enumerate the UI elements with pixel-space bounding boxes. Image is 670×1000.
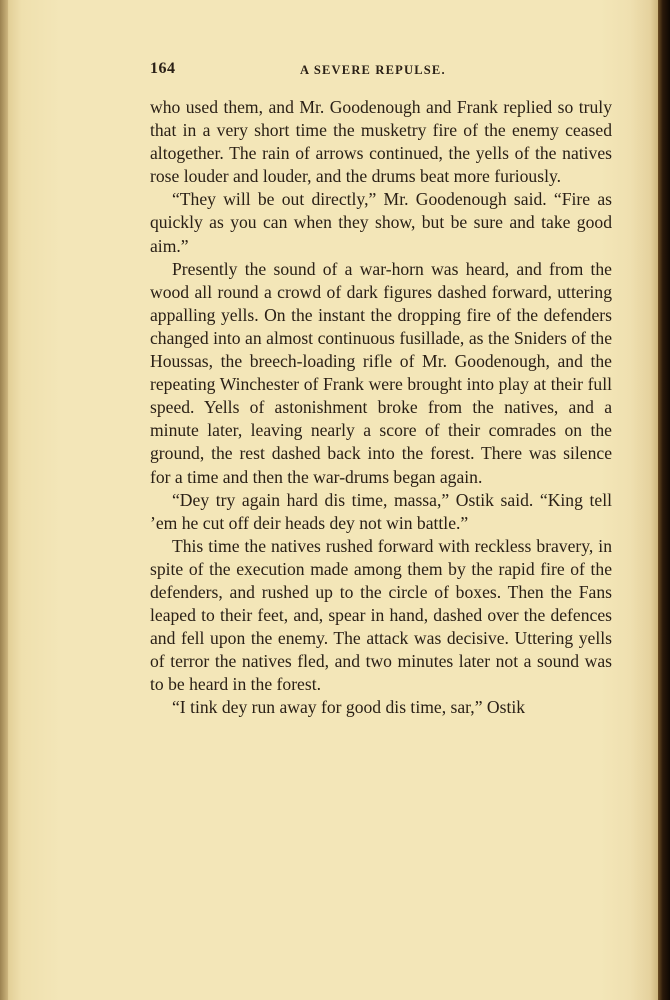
paragraph: This time the natives rushed forward with reckless bravery, in spite of the execution made among them by the rapid fire of the defenders, and rushed up to the circle of boxes. Then the Fans leaped to their feet, and, spear in hand, dashed over the defences and fell upon the enemy. The attack was decisive. Uttering yells of terror the natives fled, and two minutes later not a sound was to be heard in the forest.	[150, 535, 612, 695]
running-title: A SEVERE REPULSE.	[300, 63, 446, 77]
page-number: 164	[150, 60, 176, 77]
paragraph: “They will be out directly,” Mr. Goodenough said. “Fire as quickly as you can when they show, but be sure and take good aim.”	[150, 189, 612, 256]
paragraph: “Dey try again hard dis time, massa,” Ostik said. “King tell ’em he cut off deir heads dey not win battle.”	[150, 489, 612, 533]
page-header	[150, 60, 612, 84]
page-edge-shadow	[658, 0, 670, 1000]
body-text	[150, 96, 612, 720]
page-gutter-shadow	[0, 0, 8, 1000]
paragraph: who used them, and Mr. Goodenough and Frank replied so truly that in a very short time the musketry fire of the enemy ceased altogether. The rain of arrows continued, the yells of the natives rose louder and louder, and the drums beat more furiously.	[150, 97, 612, 187]
paragraph: “I tink dey run away for good dis time, sar,” Ostik	[172, 697, 526, 718]
paragraph: Presently the sound of a war-horn was heard, and from the wood all round a crowd of dark figures dashed forward, uttering appalling yells. On the instant the dropping fire of the defenders changed into an almost continuous fusillade, as the Sniders of the Houssas, the breech-loading rifle of Mr. Goodenough, and the repeating Winchester of Frank were brought into play at their full speed. Yells of astonishment broke from the natives, and a minute later, leaving nearly a score of their comrades on the ground, the rest dashed back into the forest. There was silence for a time and then the war-drums began again.	[150, 258, 612, 487]
